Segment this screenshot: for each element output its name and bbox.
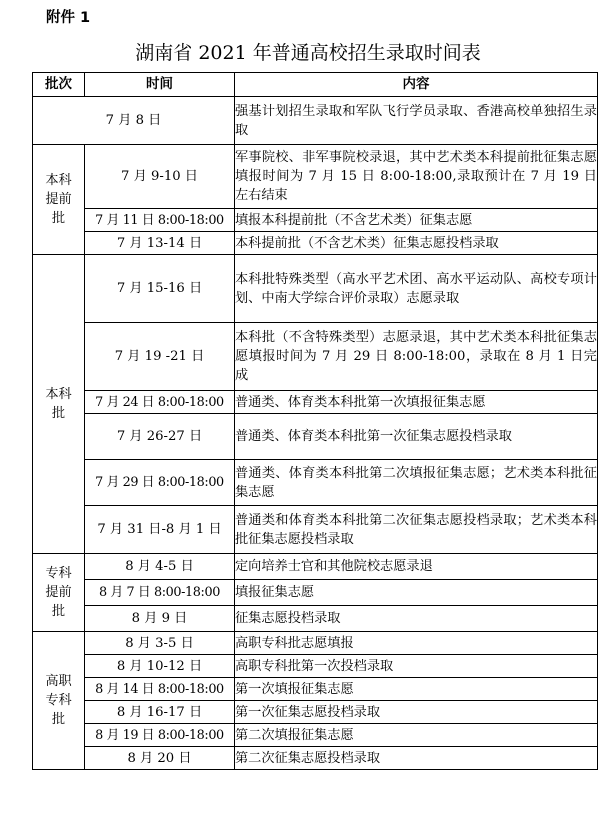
table-row [33, 391, 598, 414]
batch-line: 专科 [45, 693, 72, 708]
table-row [33, 209, 598, 232]
content-cell: 高职专科批志愿填报 [235, 632, 598, 655]
time-cell: 8 月 7 日 8:00-18:00 [85, 580, 235, 606]
batch-line: 批 [51, 406, 66, 421]
table-row [33, 747, 598, 770]
batch-line: 本科 [45, 173, 72, 188]
content-cell: 填报本科提前批（不含艺术类）征集志愿 [235, 209, 598, 232]
batch-cell-undergrad [33, 255, 85, 554]
table-row [33, 701, 598, 724]
content-cell: 普通类、体育类本科批第一次填报征集志愿 [235, 391, 598, 414]
header-content: 内容 [235, 73, 598, 97]
table-row [33, 606, 598, 632]
time-cell: 8 月 20 日 [85, 747, 235, 770]
content-cell: 普通类、体育类本科批第一次征集志愿投档录取 [235, 414, 598, 460]
time-cell: 7 月 8 日 [33, 97, 235, 145]
batch-cell-undergrad-advance [33, 145, 85, 255]
admission-schedule-table [32, 72, 598, 770]
content-cell: 强基计划招生录取和军队飞行学员录取、香港高校单独招生录取 [235, 97, 598, 145]
batch-line: 专科 [45, 566, 72, 581]
content-cell: 第一次填报征集志愿 [235, 678, 598, 701]
table-row [33, 655, 598, 678]
table-row [33, 414, 598, 460]
time-cell: 7 月 29 日 8:00-18:00 [85, 460, 235, 506]
content-cell: 军事院校、非军事院校录退，其中艺术类本科提前批征集志愿填报时间为 7 月 15 日 8:00-18:00,录取预计在 7 月 19 日左右结束 [235, 145, 598, 209]
time-cell: 7 月 13-14 日 [85, 232, 235, 255]
batch-line: 批 [51, 712, 66, 727]
time-cell: 8 月 10-12 日 [85, 655, 235, 678]
table-row [33, 678, 598, 701]
content-cell: 填报征集志愿 [235, 580, 598, 606]
table-row [33, 232, 598, 255]
time-cell: 8 月 16-17 日 [85, 701, 235, 724]
annex-label: 附件 1 [46, 10, 91, 26]
page-title: 湖南省 2021 年普通高校招生录取时间表 [135, 42, 481, 64]
table-row [33, 724, 598, 747]
time-cell: 8 月 14 日 8:00-18:00 [85, 678, 235, 701]
batch-line: 高职 [45, 674, 72, 689]
time-cell: 7 月 11 日 8:00-18:00 [85, 209, 235, 232]
table-row [33, 632, 598, 655]
table-row [33, 580, 598, 606]
time-cell: 8 月 4-5 日 [85, 554, 235, 580]
batch-line: 批 [51, 604, 66, 619]
content-cell: 普通类和体育类本科批第二次征集志愿投档录取；艺术类本科批征集志愿投档录取 [235, 506, 598, 554]
content-cell: 第一次征集志愿投档录取 [235, 701, 598, 724]
time-cell: 7 月 15-16 日 [85, 255, 235, 323]
content-cell: 高职专科批第一次投档录取 [235, 655, 598, 678]
content-cell: 定向培养士官和其他院校志愿录退 [235, 554, 598, 580]
table-row [33, 554, 598, 580]
content-cell: 普通类、体育类本科批第二次填报征集志愿；艺术类本科批征集志愿 [235, 460, 598, 506]
table-row [33, 506, 598, 554]
content-cell: 第二次征集志愿投档录取 [235, 747, 598, 770]
time-cell: 8 月 3-5 日 [85, 632, 235, 655]
table-row [33, 97, 598, 145]
time-cell: 8 月 19 日 8:00-18:00 [85, 724, 235, 747]
time-cell: 7 月 24 日 8:00-18:00 [85, 391, 235, 414]
table-row [33, 323, 598, 391]
content-cell: 本科提前批（不含艺术类）征集志愿投档录取 [235, 232, 598, 255]
table-row [33, 145, 598, 209]
table-header-row [33, 73, 598, 97]
content-cell: 本科批（不含特殊类型）志愿录退，其中艺术类本科批征集志愿填报时间为 7 月 29 日 8:00-18:00，录取在 8 月 1 日完成 [235, 323, 598, 391]
table-row [33, 255, 598, 323]
header-time: 时间 [85, 73, 235, 97]
batch-line: 批 [51, 211, 66, 226]
batch-line: 本科 [45, 387, 72, 402]
content-cell: 第二次填报征集志愿 [235, 724, 598, 747]
table-row [33, 460, 598, 506]
batch-cell-higher-vocational [33, 632, 85, 770]
time-cell: 7 月 19 -21 日 [85, 323, 235, 391]
batch-line: 提前 [45, 585, 72, 600]
time-cell: 8 月 9 日 [85, 606, 235, 632]
batch-cell-vocational-advance [33, 554, 85, 632]
time-cell: 7 月 26-27 日 [85, 414, 235, 460]
time-cell: 7 月 31 日-8 月 1 日 [85, 506, 235, 554]
content-cell: 本科批特殊类型（高水平艺术团、高水平运动队、高校专项计划、中南大学综合评价录取）志愿录取 [235, 255, 598, 323]
time-cell: 7 月 9-10 日 [85, 145, 235, 209]
content-cell: 征集志愿投档录取 [235, 606, 598, 632]
header-batch: 批次 [33, 73, 85, 97]
batch-line: 提前 [45, 192, 72, 207]
